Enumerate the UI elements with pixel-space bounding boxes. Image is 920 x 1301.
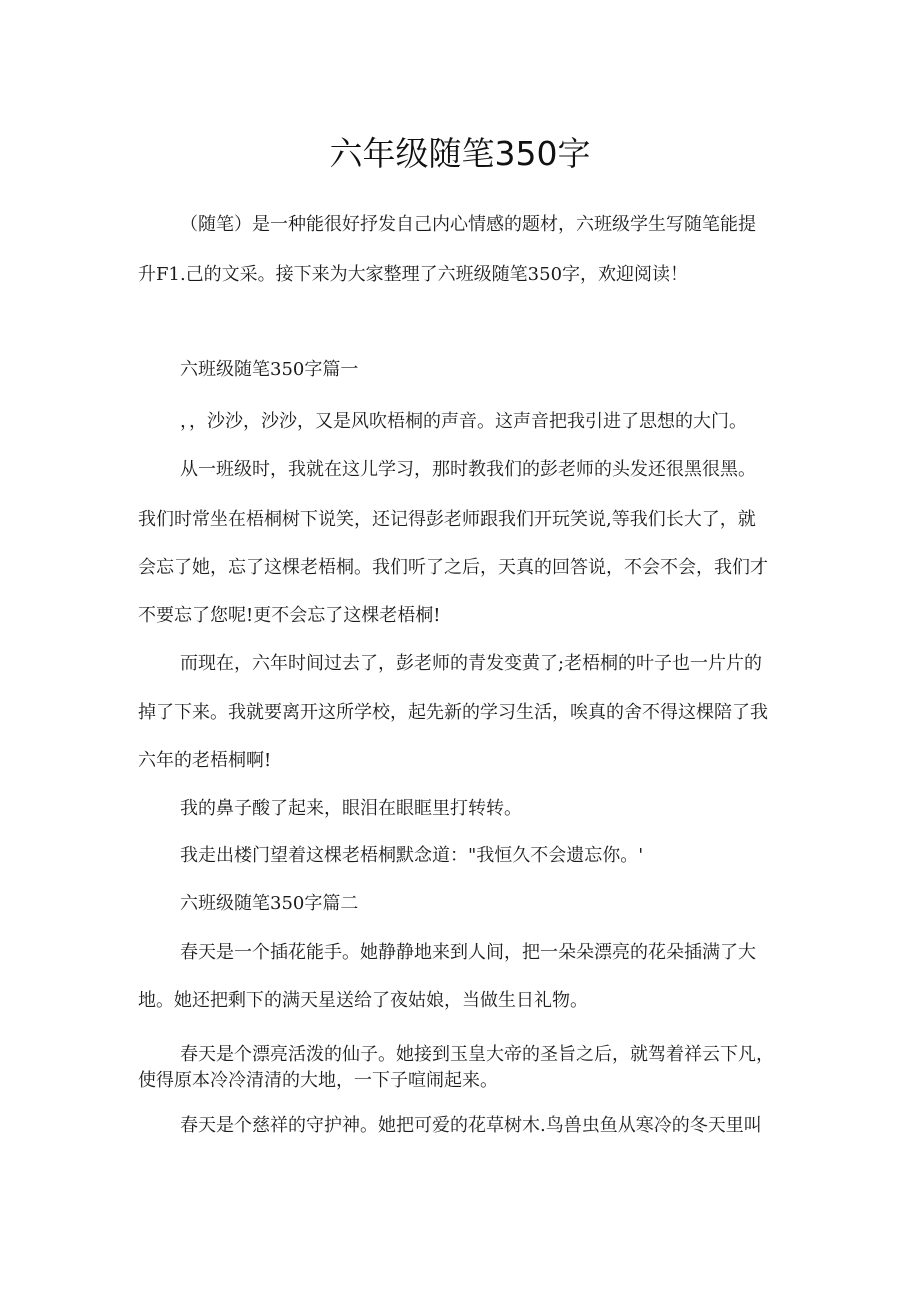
paragraph-line: 会忘了她，忘了这棵老梧桐。我们听了之后，天真的回答说，不会不会，我们才 [138, 557, 768, 578]
paragraph-line: 地。她还把剩下的满天星送给了夜姑娘，当做生日礼物。 [138, 990, 588, 1011]
paragraph-line: 我们时常坐在梧桐树下说笑，还记得彭老师跟我们开玩笑说,等我们长大了，就 [138, 509, 756, 530]
paragraph-line: 使得原本冷冷清清的大地，一下子喧闹起来。 [138, 1070, 498, 1091]
paragraph-line: 不要忘了您呢!更不会忘了这棵老梧桐! [138, 605, 441, 626]
section-heading: 六班级随笔350字篇一 [180, 359, 359, 380]
page-title: 六年级随笔350字 [329, 134, 591, 173]
paragraph-line: 六年的老梧桐啊! [138, 750, 272, 771]
paragraph-line: 春天是一个插花能手。她静静地来到人间，把一朵朵漂亮的花朵插满了大 [180, 942, 756, 963]
paragraph-line: 我走出楼门望着这棵老梧桐默念道："我恒久不会遗忘你。' [180, 845, 644, 866]
paragraph-line: 春天是个漂亮活泼的仙子。她接到玉皇大帝的圣旨之后，就驾着祥云下凡， [180, 1044, 774, 1065]
paragraph-line: ，，沙沙，沙沙，又是风吹梧桐的声音。这声音把我引进了思想的大门。 [180, 411, 747, 432]
paragraph-line: 而现在，六年时间过去了，彭老师的青发变黄了;老梧桐的叶子也一片片的 [180, 653, 763, 674]
paragraph-line: （随笔）是一种能很好抒发自己内心情感的题材，六班级学生写随笔能提 [180, 214, 756, 235]
paragraph-line: 从一班级时，我就在这儿学习，那时教我们的彭老师的头发还很黑很黑。 [180, 459, 756, 480]
paragraph-line: 春天是个慈祥的守护神。她把可爱的花草树木.鸟兽虫鱼从寒冷的冬天里叫 [180, 1115, 762, 1136]
paragraph-line: 掉了下来。我就要离开这所学校，起先新的学习生活，唉真的舍不得这棵陪了我 [138, 702, 768, 723]
section-heading: 六班级随笔350字篇二 [180, 893, 359, 914]
paragraph-line: 升F1.己的文采。接下来为大家整理了六班级随笔350字，欢迎阅读！ [138, 264, 689, 285]
paragraph-line: 我的鼻子酸了起来，眼泪在眼眶里打转转。 [180, 798, 522, 819]
